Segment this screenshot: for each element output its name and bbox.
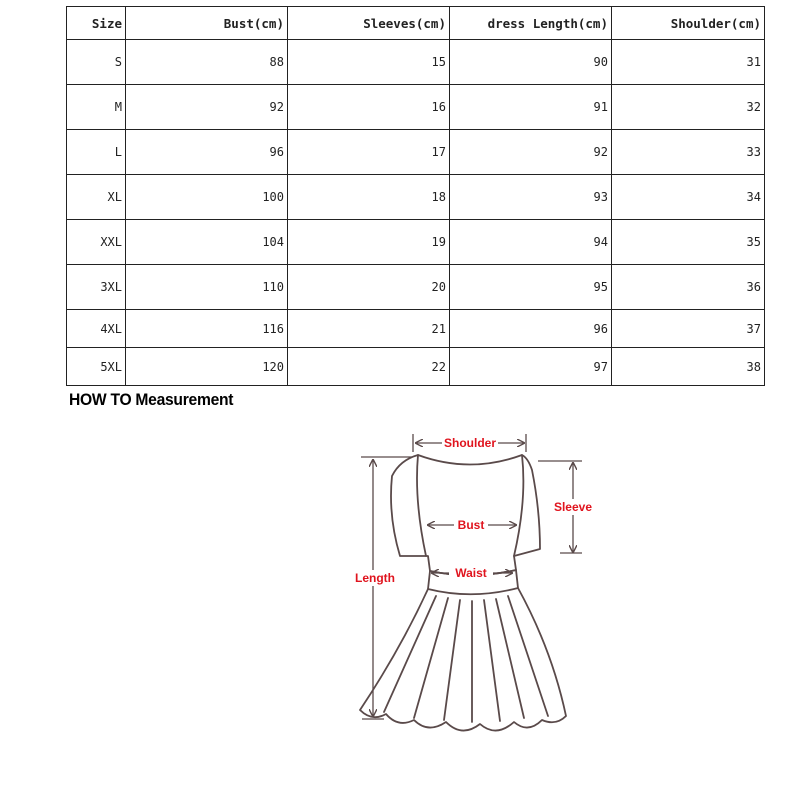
- header-shoulder: Shoulder(cm): [612, 7, 765, 40]
- cell-size: XL: [67, 175, 126, 220]
- cell-size: 4XL: [67, 310, 126, 348]
- cell-sleeves: 19: [288, 220, 450, 265]
- cell-sleeves: 20: [288, 265, 450, 310]
- header-bust: Bust(cm): [126, 7, 288, 40]
- cell-size: L: [67, 130, 126, 175]
- bust-label: Bust: [457, 518, 485, 532]
- cell-length: 96: [450, 310, 612, 348]
- cell-bust: 104: [126, 220, 288, 265]
- cell-sleeves: 22: [288, 348, 450, 386]
- waist-label: Waist: [455, 566, 487, 580]
- cell-size: M: [67, 85, 126, 130]
- cell-bust: 100: [126, 175, 288, 220]
- cell-shoulder: 33: [612, 130, 765, 175]
- cell-sleeves: 17: [288, 130, 450, 175]
- cell-bust: 88: [126, 40, 288, 85]
- cell-sleeves: 18: [288, 175, 450, 220]
- cell-shoulder: 32: [612, 85, 765, 130]
- cell-bust: 116: [126, 310, 288, 348]
- cell-length: 94: [450, 220, 612, 265]
- header-size: Size: [67, 7, 126, 40]
- cell-shoulder: 35: [612, 220, 765, 265]
- measurement-heading: HOW TO Measurement: [69, 390, 234, 409]
- header-dress-length: dress Length(cm): [450, 7, 612, 40]
- cell-shoulder: 36: [612, 265, 765, 310]
- dress-bodice-outline: [391, 455, 540, 575]
- cell-shoulder: 38: [612, 348, 765, 386]
- cell-size: S: [67, 40, 126, 85]
- shoulder-label: Shoulder: [443, 436, 497, 450]
- cell-length: 91: [450, 85, 612, 130]
- cell-sleeves: 16: [288, 85, 450, 130]
- cell-shoulder: 37: [612, 310, 765, 348]
- cell-size: 5XL: [67, 348, 126, 386]
- cell-shoulder: 34: [612, 175, 765, 220]
- cell-sleeves: 21: [288, 310, 450, 348]
- dress-skirt-pleats: [384, 596, 548, 722]
- cell-size: 3XL: [67, 265, 126, 310]
- dress-skirt-outline: [360, 588, 566, 731]
- cell-length: 92: [450, 130, 612, 175]
- sleeve-label: Sleeve: [553, 500, 593, 514]
- header-sleeves: Sleeves(cm): [288, 7, 450, 40]
- cell-shoulder: 31: [612, 40, 765, 85]
- cell-length: 93: [450, 175, 612, 220]
- cell-bust: 92: [126, 85, 288, 130]
- cell-sleeves: 15: [288, 40, 450, 85]
- dress-seams: [417, 455, 523, 556]
- cell-length: 97: [450, 348, 612, 386]
- length-label: Length: [355, 571, 395, 585]
- cell-length: 90: [450, 40, 612, 85]
- cell-bust: 96: [126, 130, 288, 175]
- cell-bust: 120: [126, 348, 288, 386]
- cell-bust: 110: [126, 265, 288, 310]
- cell-size: XXL: [67, 220, 126, 265]
- cell-length: 95: [450, 265, 612, 310]
